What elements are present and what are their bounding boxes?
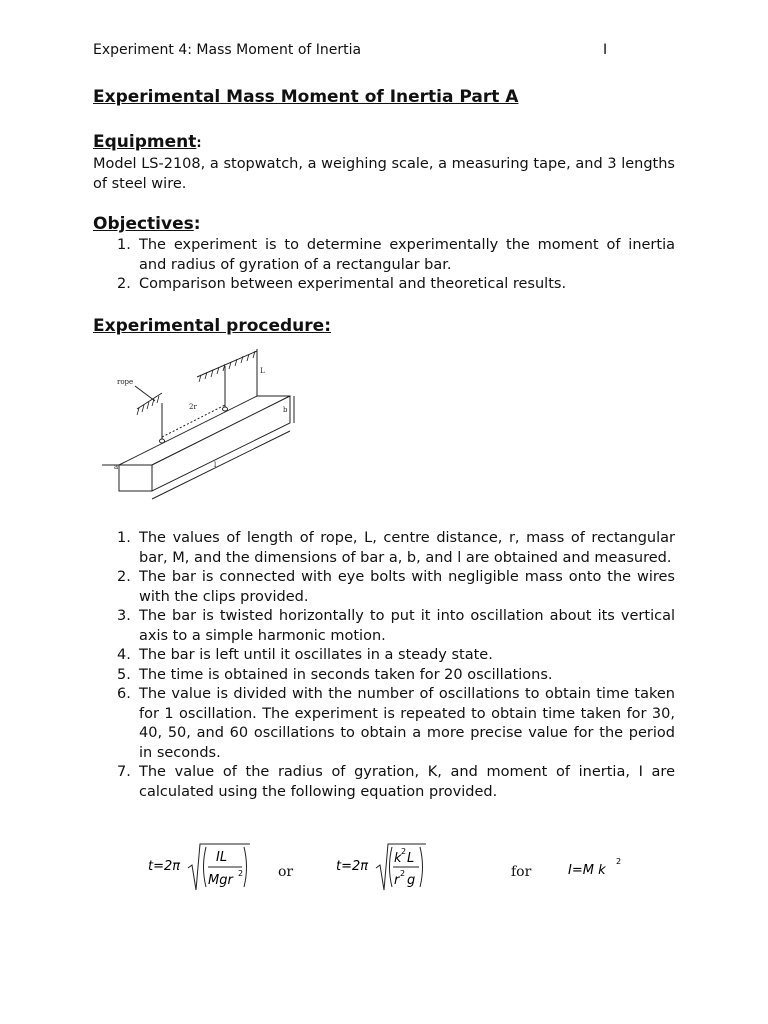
objectives-heading	[93, 214, 201, 234]
eq2-numerator-k: k	[394, 851, 402, 866]
list-number: 2.	[117, 569, 131, 585]
rope-leader	[135, 386, 155, 401]
eq2-denominator-exponent: 2	[400, 869, 406, 878]
list-number: 3.	[117, 608, 131, 624]
list-number: 5.	[117, 666, 131, 683]
objectives-heading-colon: :	[193, 214, 201, 234]
list-text: The bar is left until it oscillates in a steady state.	[139, 647, 493, 663]
label-a: a	[114, 463, 119, 471]
list-number: 6.	[117, 686, 131, 702]
equation-inertia	[568, 852, 638, 882]
eq2-denominator-r: r	[394, 873, 400, 888]
eq1-numerator: IL	[216, 850, 228, 865]
list-item	[93, 685, 675, 763]
list-text: The bar is twisted horizontally to put it into oscillation about its vertical axis to a simple harmonic motion.	[139, 608, 675, 644]
list-item	[93, 666, 675, 686]
list-item	[93, 568, 675, 607]
list-item	[93, 236, 675, 275]
list-text: The bar is connected with eye bolts with negligible mass onto the wires with the clips provided.	[139, 569, 675, 605]
ceiling-line-right	[197, 351, 257, 377]
equipment-text: Model LS-2108, a stopwatch, a weighing scale, a measuring tape, and 3 lengths of steel wire.	[93, 156, 675, 192]
equipment-heading-text: Equipment	[93, 132, 197, 152]
list-text: The values of length of rope, L, centre distance, r, mass of rectangular bar, M, and the dimensions of bar a, b, and l are obtained and measured.	[139, 530, 675, 566]
list-item	[93, 529, 675, 568]
equation-period-2	[336, 838, 436, 898]
running-header-mark: I	[603, 42, 608, 58]
running-header-title: Experiment 4: Mass Moment of Inertia	[93, 42, 362, 58]
list-item	[93, 607, 675, 646]
procedure-heading	[93, 316, 331, 336]
list-number: 1.	[117, 237, 131, 253]
label-2r: 2r	[189, 403, 197, 411]
list-number: 1.	[117, 530, 131, 546]
list-number: 7.	[117, 764, 131, 780]
equipment-heading	[93, 132, 202, 152]
list-number: 2.	[117, 276, 131, 292]
eq2-numerator-exponent: 2	[401, 847, 407, 856]
eq1-denominator: Mgr	[208, 873, 233, 888]
ceiling-line-left	[137, 393, 162, 409]
or-word: or	[278, 864, 294, 880]
objectives-list	[93, 236, 675, 295]
list-text: Comparison between experimental and theoretical results.	[139, 276, 567, 292]
eq2-numerator-L: L	[407, 851, 415, 866]
eq3-exponent: 2	[616, 857, 622, 866]
list-text: The value of the radius of gyration, K, and moment of inertia, I are calculated using the following equation provided.	[139, 764, 675, 800]
eq3-text: I=M k	[568, 863, 606, 878]
objectives-heading-text: Objectives	[93, 214, 194, 234]
eq1-lhs: t=2π	[148, 859, 181, 874]
bifilar-suspension-diagram	[97, 341, 302, 506]
list-item	[93, 646, 675, 666]
for-word: for	[511, 864, 532, 880]
equipment-heading-colon: :	[196, 136, 202, 151]
label-b: b	[283, 406, 288, 414]
eye-bolt-right	[223, 407, 228, 411]
procedure-heading-text: Experimental procedure:	[93, 316, 331, 336]
list-text: The experiment is to determine experimentally the moment of inertia and radius of gyration of a rectangular bar.	[139, 237, 675, 273]
equation-period-1	[148, 838, 258, 898]
eq2-denominator-g: g	[407, 873, 416, 888]
document-title: Experimental Mass Moment of Inertia Part A	[93, 87, 519, 107]
label-L: L	[260, 367, 265, 375]
list-number: 4.	[117, 647, 131, 663]
procedure-steps	[93, 529, 675, 802]
list-item	[93, 763, 675, 802]
label-l: l	[214, 461, 217, 469]
eq2-lhs: t=2π	[336, 859, 369, 874]
eq1-denominator-exponent: 2	[238, 869, 244, 878]
list-text: The time is obtained in seconds taken for 20 oscillations.	[139, 666, 553, 683]
list-text: The value is divided with the number of oscillations to obtain time taken for 1 oscillation. The experiment is repeated to obtain time taken for 30, 40, 50, and 60 oscillations to obtain a more precise value for the period in seconds.	[139, 686, 675, 761]
label-rope: rope	[117, 378, 134, 386]
list-item	[93, 275, 675, 295]
bar-end-face	[119, 465, 152, 491]
